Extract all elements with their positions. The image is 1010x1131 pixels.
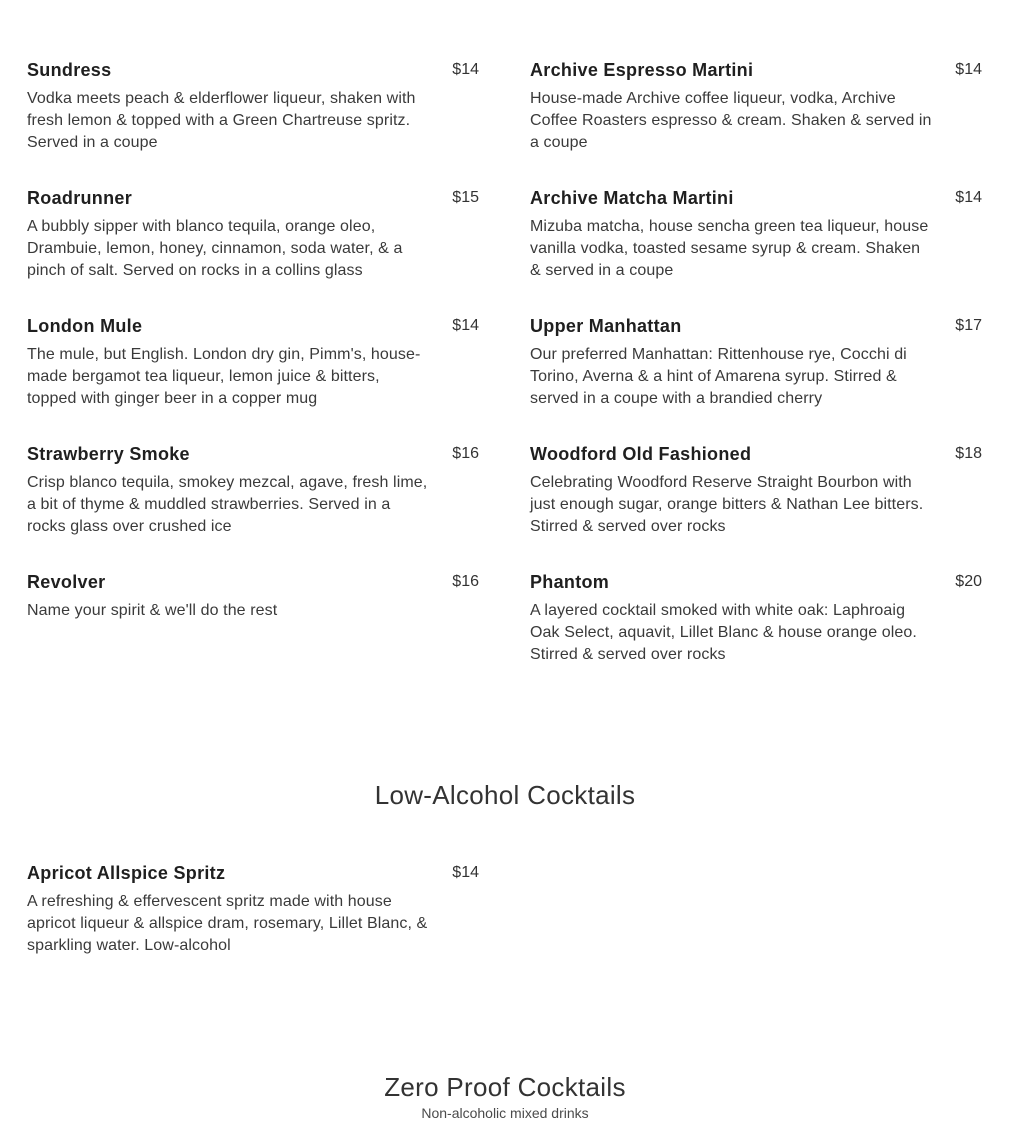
item-price: $14 [452,317,479,334]
menu-item-header [530,570,982,597]
menu-item-london-mule [27,314,479,442]
item-description: Name your spirit & we'll do the rest [27,602,278,619]
low-alcohol-list [27,861,983,989]
item-price: $14 [955,61,982,78]
item-name: Archive Espresso Martini [530,60,754,80]
item-description: House-made Archive coffee liqueur, vodka, Archive Coffee Roasters espresso & cream. Shaken & served in a coupe [530,90,932,151]
menu-item-sundress [27,58,479,186]
menu-item-apricot-allspice-spritz [27,861,479,989]
item-price: $14 [452,864,479,881]
menu-item-roadrunner [27,186,479,314]
menu-item-header [530,58,982,85]
menu-item-header [27,570,479,597]
item-description: Our preferred Manhattan: Rittenhouse rye, Cocchi di Torino, Averna & a hint of Amarena syrup. Stirred & served in a coupe with a brandied cherry [530,346,907,407]
item-price: $16 [452,573,479,590]
item-price: $15 [452,189,479,206]
item-name: Apricot Allspice Spritz [27,863,226,883]
section-title-low-alcohol: Low-Alcohol Cocktails [374,780,636,810]
menu-item-header [530,314,982,341]
menu-item-header [27,58,479,85]
menu-item-header [27,314,479,341]
item-description: A refreshing & effervescent spritz made with house apricot liqueur & allspice dram, rosemary, Lillet Blanc, & sparkling water. Low-alcohol [27,893,428,954]
item-price: $14 [955,189,982,206]
item-description: A bubbly sipper with blanco tequila, orange oleo, Drambuie, lemon, honey, cinnamon, soda water, & a pinch of salt. Served on rocks in a collins glass [27,218,403,279]
item-name: Woodford Old Fashioned [530,444,752,464]
menu-item-upper-manhattan [530,314,982,442]
item-name: Sundress [27,60,112,80]
menu-item-header [27,861,479,888]
menu-item-revolver [27,570,479,698]
cocktail-list [27,58,983,698]
item-price: $14 [452,61,479,78]
item-price: $20 [955,573,982,590]
menu-item-header [530,186,982,213]
item-name: Revolver [27,572,106,592]
section-subtitle-zero-proof: Non-alcoholic mixed drinks [421,1105,589,1121]
item-price: $16 [452,445,479,462]
item-description: Crisp blanco tequila, smokey mezcal, agave, fresh lime, a bit of thyme & muddled strawberries. Served in a rocks glass over crushed ice [27,474,428,535]
item-name: Archive Matcha Martini [530,188,734,208]
item-name: Phantom [530,572,610,592]
menu-item-header [27,442,479,469]
item-description: Celebrating Woodford Reserve Straight Bourbon with just enough sugar, orange bitters & Nathan Lee bitters. Stirred & served over rocks [530,474,924,535]
menu-item-header [27,186,479,213]
item-name: London Mule [27,316,143,336]
item-description: Vodka meets peach & elderflower liqueur, shaken with fresh lemon & topped with a Green Chartreuse spritz. Served in a coupe [27,90,416,151]
item-name: Strawberry Smoke [27,444,190,464]
item-description: The mule, but English. London dry gin, Pimm's, house-made bergamot tea liqueur, lemon juice & bitters, topped with ginger beer in a copper mug [27,346,421,407]
item-name: Roadrunner [27,188,133,208]
section-title-zero-proof: Zero Proof Cocktails [384,1072,626,1102]
menu-item-strawberry-smoke [27,442,479,570]
item-description: Mizuba matcha, house sencha green tea liqueur, house vanilla vodka, toasted sesame syrup & cream. Shaken & served in a coupe [530,218,929,279]
item-name: Upper Manhattan [530,316,682,336]
menu-item-archive-matcha-martini [530,186,982,314]
item-description: A layered cocktail smoked with white oak: Laphroaig Oak Select, aquavit, Lillet Blanc & house orange oleo. Stirred & served over rocks [530,602,917,663]
menu-item-header [530,442,982,469]
menu-item-archive-espresso-martini [530,58,982,186]
item-price: $17 [955,317,982,334]
item-price: $18 [955,445,982,462]
menu-item-woodford-old-fashioned [530,442,982,570]
menu-item-phantom [530,570,982,698]
